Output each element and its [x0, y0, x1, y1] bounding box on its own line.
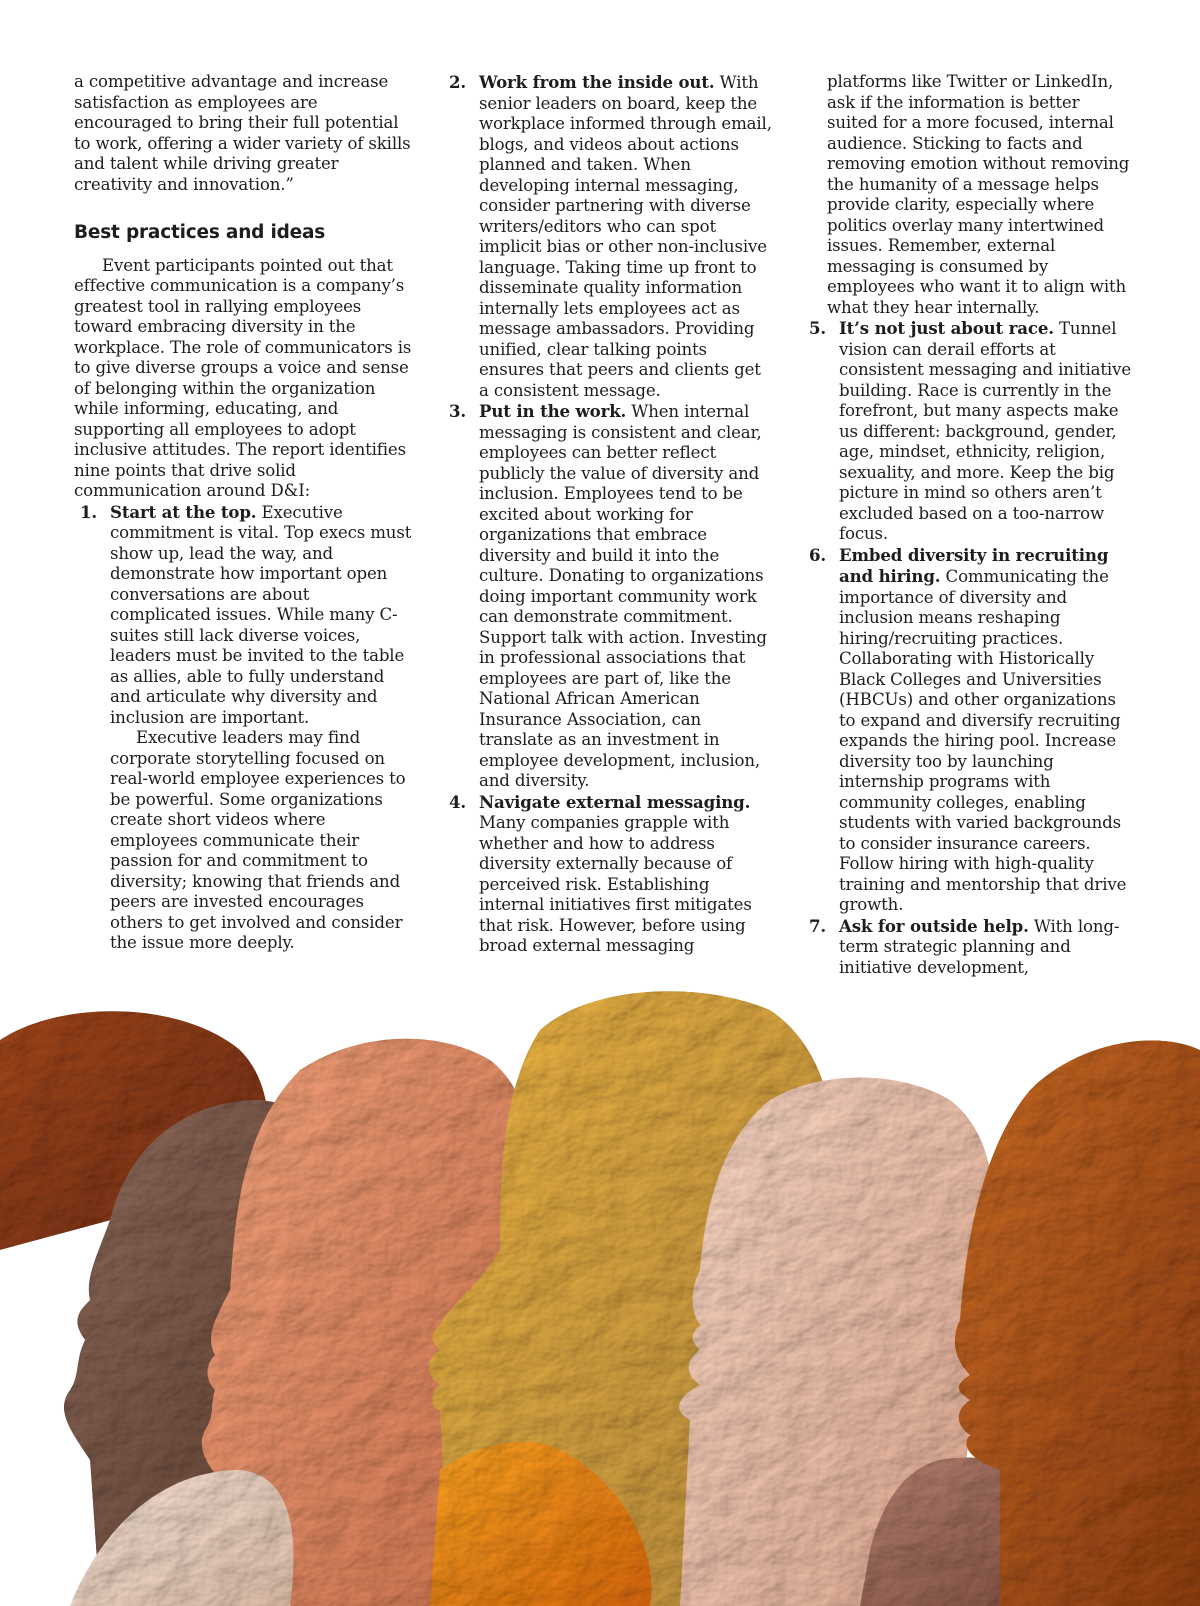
item-text: Communicating the importance of diversity and inclusion means reshaping hiring/recruiting practices. Collaborating with Historically Black Colleges and Universities (HBCUs) and other organizations to expand and diversify recruiting expands the hiring pool. Increase diversity too by launching internship programs with community colleges, enabling students with varied backgrounds to consider insurance careers. Follow hiring with high-quality training and mentorship that drive growth.: [839, 567, 1127, 914]
list-item-1: [74, 502, 414, 954]
item-text: With long-term strategic planning and initiative development,: [839, 916, 1120, 977]
column-3: [803, 72, 1133, 978]
item-number: 3.: [449, 401, 467, 421]
item-title: Put in the work.: [479, 401, 627, 421]
item-number: 2.: [449, 72, 467, 92]
section-heading: Best practices and ideas: [74, 222, 326, 243]
column-1: [74, 72, 414, 954]
item-title: It’s not just about race.: [839, 318, 1054, 338]
list-item-6: [803, 545, 1133, 916]
item-text: Tunnel vision can derail efforts at consistent messaging and initiative building. Race is currently in the forefront, but many aspects make us different: background, gender, age, mindset, ethnicity, religion, sexuality, and more. Keep the big picture in mind so others aren’t excluded based on a too-narrow focus.: [839, 319, 1131, 543]
item-subparagraph: Executive leaders may find corporate storytelling focused on real-world employee experiences to be powerful. Some organizations create short videos where employees communicate their passion for and commitment to diversity; knowing that friends and peers are invested encourages others to get involved and consider the issue more deeply.: [110, 728, 406, 952]
list-item-7: [803, 916, 1133, 979]
list-item-2: [443, 72, 773, 401]
item-title: Ask for outside help.: [839, 915, 1029, 936]
item-text: Many companies grapple with whether and how to address diversity externally because of perceived risk. Establishing internal initiatives first mitigates that risk. However, before using broad external messaging: [479, 813, 752, 955]
item-number: 4.: [449, 791, 467, 812]
list-item-5: [803, 318, 1133, 545]
item-number: 1.: [80, 501, 98, 522]
item-title: Work from the inside out.: [479, 72, 715, 92]
item-title: Navigate external messaging.: [479, 791, 751, 812]
item-title: Start at the top.: [110, 501, 257, 522]
list-item-4: [443, 792, 773, 957]
paper-heads-illustration: [0, 990, 1200, 1606]
intro-paragraph: a competitive advantage and increase satisfaction as employees are encouraged to bring their full potential to work, offering a wider variety of skills and talent while driving greater creativity and innovation.”: [74, 72, 411, 194]
column-2: [443, 72, 773, 957]
item-title: Embed diversity in recruiting and hiring.: [839, 544, 1109, 586]
item-number: 6.: [809, 544, 827, 565]
item-text: When internal messaging is consistent and clear, employees can better reflect publicly the value of diversity and inclusion. Employees tend to be excited about working for organizations that embrace diversity and build it into the culture. Donating to organizations doing important community work can demonstrate commitment. Support talk with action. Investing in professional associations that employees are part of, like the National African American Insurance Association, can translate as an investment in employee development, inclusion, and diversity.: [479, 402, 767, 790]
continued-paragraph: platforms like Twitter or LinkedIn, ask if the information is better suited for a more focused, internal audience. Sticking to facts and removing emotion without removing the humanity of a message helps provide clarity, especially where politics overlay many intertwined issues. Remember, external messaging is consumed by employees who want it to align with what they hear internally.: [827, 72, 1130, 317]
item-number: 7.: [809, 915, 827, 936]
list-item-3: [443, 401, 773, 792]
item-text: Executive commitment is vital. Top execs must show up, lead the way, and demonstrate how important open conversations are about complicated issues. While many C-suites still lack diverse voices, leaders must be invited to the table as allies, able to fully understand and articulate why diversity and inclusion are important.: [110, 502, 412, 727]
body-paragraph: Event participants pointed out that effective communication is a company’s greatest tool in rallying employees toward embracing diversity in the workplace. The role of communicators is to give diverse groups a voice and sense of belonging within the organization while informing, educating, and supporting all employees to adopt inclusive attitudes. The report identifies nine points that drive solid communication around D&I:: [74, 255, 412, 500]
item-text: With senior leaders on board, keep the workplace informed through email, blogs, and videos about actions planned and taken. When developing internal messaging, consider partnering with diverse writers/editors who can spot implicit bias or other non-inclusive language. Taking time up front to disseminate quality information internally lets employees act as message ambassadors. Providing unified, clear talking points ensures that peers and clients get a consistent message.: [479, 73, 772, 400]
item-number: 5.: [809, 318, 827, 338]
